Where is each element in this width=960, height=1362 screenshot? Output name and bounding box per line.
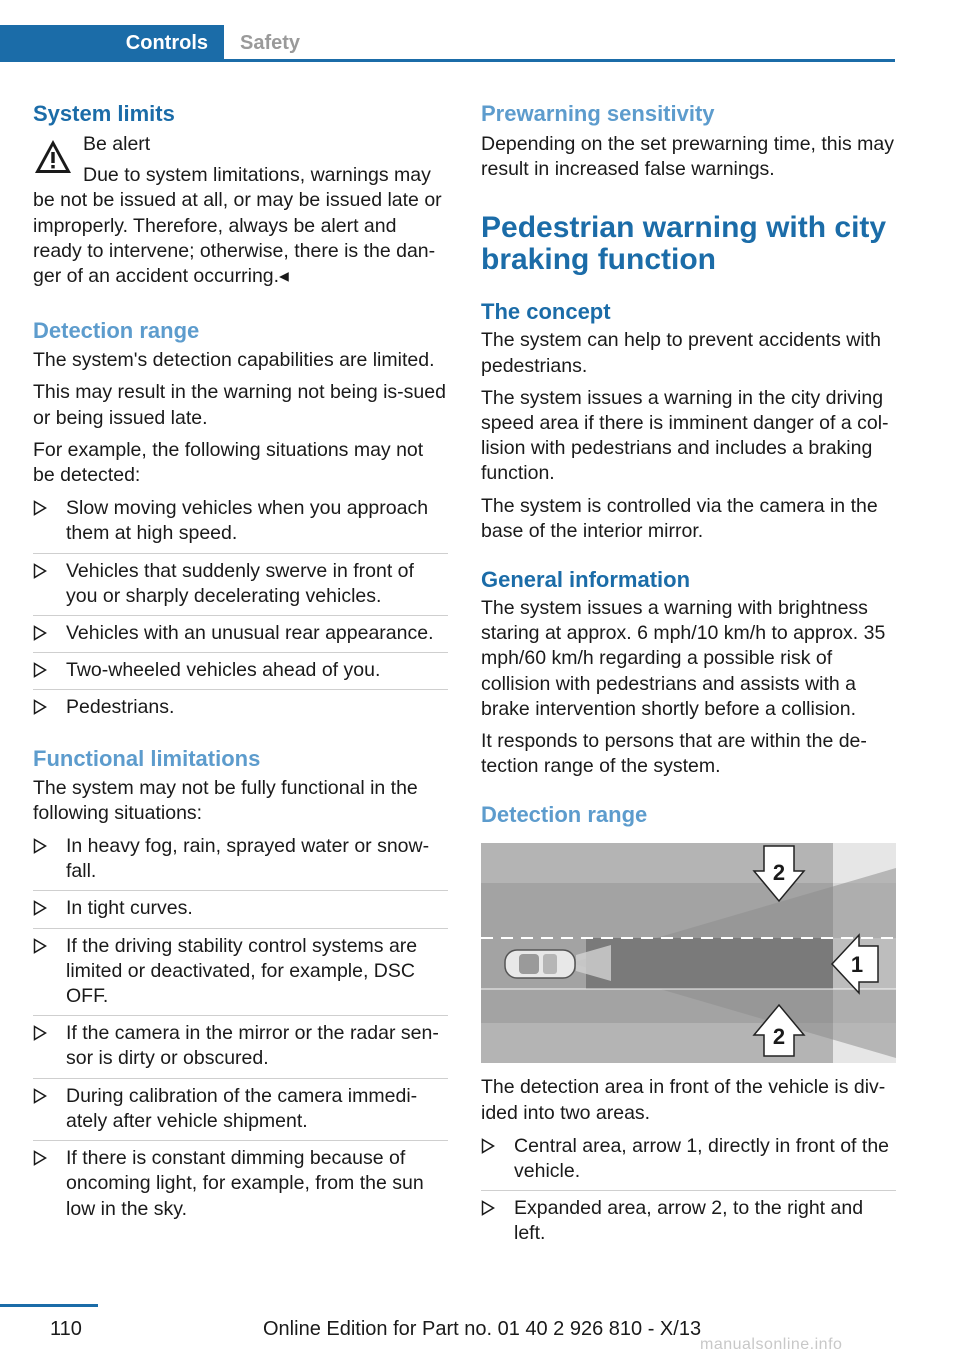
triangle-bullet-icon [33, 900, 47, 916]
list-item-text: Vehicles that suddenly swerve in front of you or sharply decelerating vehicles. [66, 559, 414, 607]
detection-range-p3: For example, the following situations may not be detected: [33, 438, 424, 487]
heading-detection-range-right: Detection range [481, 802, 648, 828]
list-item [33, 890, 448, 927]
triangle-bullet-icon [33, 662, 47, 678]
list-item-text: Expanded area, arrow 2, to the right and left. [514, 1197, 864, 1245]
functional-limitations-p1: The system may not be fully functional in the following situations: [33, 776, 418, 824]
list-item-text: If there is constant dimming because of oncoming light, for example, from the sun low in the sky. [66, 1147, 424, 1220]
tab-underline [224, 59, 895, 62]
list-item [33, 1140, 448, 1228]
list-item-text: Vehicles with an unusual rear appearance. [66, 622, 434, 645]
warning-body: be not be issued at all, or may be issued late or improperly. Therefore, always be alert and ready to intervene; otherwise, there is the dan-ger of an accident occurring.◂ [33, 189, 442, 288]
triangle-bullet-icon [33, 563, 47, 579]
tab-controls[interactable]: Controls [0, 25, 224, 62]
list-item [33, 689, 448, 726]
list-item-text: Slow moving vehicles when you approach them at high speed. [66, 497, 429, 545]
edition-info: Online Edition for Part no. 01 40 2 926 810 - X/13 [263, 1318, 702, 1340]
triangle-bullet-icon [33, 1088, 47, 1104]
triangle-bullet-icon [481, 1200, 495, 1216]
list-item [33, 829, 448, 890]
functional-limitations-list [33, 829, 448, 1228]
arrow-2-bottom-label: 2 [772, 1024, 786, 1050]
detection-range-list [33, 491, 448, 726]
warning-body-first-line: Due to system limitations, warnings may [83, 164, 431, 187]
triangle-bullet-icon [33, 838, 47, 854]
list-item [481, 1129, 896, 1190]
general-p2: It responds to persons that are within the de-tection range of the system. [481, 730, 867, 778]
heading-prewarning-sensitivity: Prewarning sensitivity [481, 101, 715, 126]
car-icon [505, 950, 575, 978]
list-item [33, 491, 448, 552]
triangle-bullet-icon [33, 625, 47, 641]
triangle-bullet-icon [33, 1150, 47, 1166]
concept-p1: The system can help to prevent accidents with pedestrians. [481, 329, 881, 377]
triangle-bullet-icon [481, 1138, 495, 1154]
tab-safety[interactable]: Safety [240, 32, 301, 54]
list-item [33, 553, 448, 615]
concept-p3: The system is controlled via the camera in the base of the interior mirror. [481, 494, 878, 542]
heading-detection-range: Detection range [33, 318, 200, 344]
list-item-text: If the camera in the mirror or the radar sen-sor is dirty or obscured. [66, 1022, 439, 1070]
list-item [33, 928, 448, 1016]
detection-range-right-p1: The detection area in front of the vehicle is div-ided into two areas. [481, 1076, 886, 1124]
right-column [481, 100, 896, 1253]
list-item [33, 652, 448, 689]
list-item-text: If the driving stability control systems are limited or deactivated, for example, DSC OFF. [66, 934, 418, 1008]
left-column [33, 100, 448, 1228]
warning-title: Be alert [83, 133, 151, 155]
list-item-text: Two-wheeled vehicles ahead of you. [66, 659, 381, 682]
watermark: manualsonline.info [700, 1336, 843, 1353]
triangle-bullet-icon [33, 500, 47, 516]
triangle-bullet-icon [33, 699, 47, 715]
detection-range-figure [481, 843, 896, 1063]
list-item-text: During calibration of the camera immedi-ately after vehicle shipment. [66, 1084, 418, 1132]
prewarning-p1: Depending on the set prewarning time, this may result in increased false warnings. [481, 133, 894, 181]
heading-pedestrian-warning: Pedestrian warning with city braking function [481, 211, 887, 277]
warning-box [33, 130, 448, 289]
heading-functional-limitations: Functional limitations [33, 745, 261, 771]
triangle-bullet-icon [33, 938, 47, 954]
list-item [481, 1190, 896, 1252]
footer-accent-line [0, 1304, 98, 1307]
header-tabbar [0, 25, 895, 62]
detection-range-p1: The system's detection capabilities are limited. [33, 349, 435, 372]
page-number: 110 [50, 1318, 82, 1340]
general-p1: The system issues a warning with brightness staring at approx. 6 mph/10 km/h to approx. 35 mph/60 km/h regarding a possible risk of collision with pedestrians and assists with a brake intervention shortly before a collision. [481, 597, 886, 720]
list-item-text: Central area, arrow 1, directly in front of the vehicle. [514, 1134, 890, 1183]
detection-areas-list [481, 1129, 896, 1253]
warning-triangle-icon [33, 138, 73, 176]
list-item [33, 1015, 448, 1077]
heading-general-information: General information [481, 567, 691, 593]
list-item [33, 1078, 448, 1140]
triangle-bullet-icon [33, 1025, 47, 1041]
detection-range-p2: This may result in the warning not being is-sued or being issued late. [33, 381, 446, 429]
list-item-text: Pedestrians. [66, 696, 175, 719]
heading-the-concept: The concept [481, 299, 611, 325]
list-item-text: In tight curves. [66, 897, 193, 920]
detection-range-diagram [481, 843, 896, 1063]
concept-p2: The system issues a warning in the city driving speed area if there is imminent danger of a col-lision with pedestrians and includes a braking function. [481, 386, 889, 485]
list-item-text: In heavy fog, rain, sprayed water or snow-fall. [66, 835, 430, 883]
arrow-1-label: 1 [850, 952, 864, 978]
arrow-2-top-label: 2 [772, 860, 786, 886]
list-item [33, 615, 448, 652]
heading-system-limits: System limits [33, 101, 175, 126]
